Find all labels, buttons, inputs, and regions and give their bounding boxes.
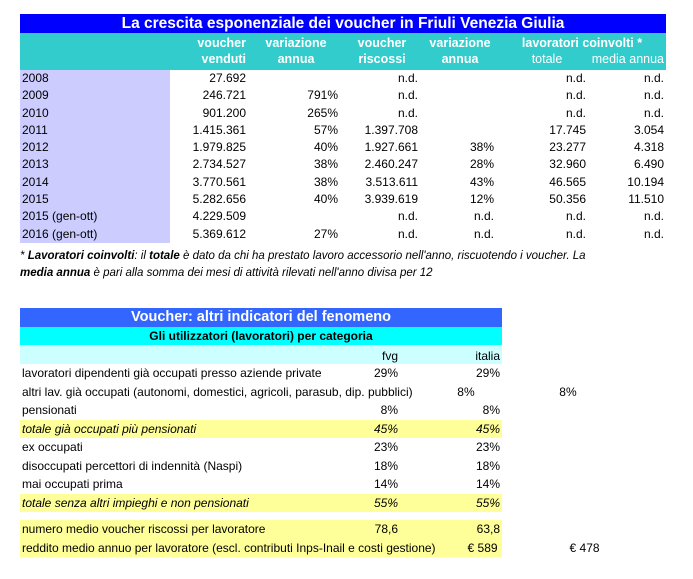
year-cell: 2008 (20, 70, 170, 87)
row-label: totale senza altri impieghi e non pensionati (22, 495, 249, 510)
cell-media: 10.194 (627, 174, 664, 189)
table-row (20, 122, 666, 139)
cell-totale: n.d. (565, 71, 586, 85)
cell-venduti: 2.734.527 (192, 157, 246, 172)
year-cell: 2015 (20, 191, 170, 208)
header-variazione-2 (422, 33, 498, 70)
cell-media: 4.318 (633, 140, 664, 155)
row-label: numero medio voucher riscossi per lavoratore (22, 522, 266, 536)
cell-var2 (422, 105, 498, 122)
header-line: annua (277, 52, 315, 66)
header-line: riscossi (358, 52, 406, 66)
cell-riscossi: n.d. (397, 88, 418, 103)
row-label: reddito medio annuo per lavoratore (escl. contributi Inps-Inail e costi gestione) (22, 540, 436, 555)
cell-totale: 50.356 (549, 192, 586, 207)
table-row (20, 105, 666, 122)
year-cell: 2015 (gen-ott) (20, 208, 170, 225)
cell-totale: n.d. (565, 88, 586, 103)
cell-venduti: 1.979.825 (192, 140, 246, 155)
footnote-lavoratori: Lavoratori coinvolti (27, 250, 135, 262)
header-line: variazione (429, 36, 491, 50)
value-italia: € 478 (569, 540, 600, 555)
cell-var2: 43% (469, 174, 494, 189)
cell-var1: 38% (313, 174, 338, 189)
value-fvg: 14% (373, 477, 398, 491)
table-row (20, 191, 666, 208)
year-cell: 2016 (gen-ott) (20, 226, 170, 243)
table-row (20, 438, 502, 457)
header-lavoratori-coinvolti: lavoratori coinvolti * (521, 36, 643, 50)
column-italia: italia (475, 349, 500, 363)
cell-totale: n.d. (565, 226, 586, 241)
cell-media: n.d. (643, 105, 664, 120)
value-italia: 63,8 (476, 522, 500, 536)
year-cell: 2011 (20, 122, 170, 139)
cell-var1: 265% (307, 105, 338, 120)
table-row (20, 87, 666, 104)
value-fvg: 18% (373, 458, 398, 473)
header-media-annua: media annua (591, 52, 664, 66)
cell-var2: 28% (469, 157, 494, 172)
cell-var2: n.d. (473, 209, 494, 224)
cell-var2: 12% (469, 192, 494, 207)
year-cell: 2010 (20, 105, 170, 122)
cell-venduti: 3.770.561 (192, 174, 246, 189)
table-row (20, 401, 502, 420)
cell-var2 (422, 87, 498, 104)
cell-var2 (422, 70, 498, 87)
footnote-totale: totale (149, 250, 180, 262)
footnote-text: : il (134, 250, 150, 262)
header-line: voucher (357, 36, 407, 50)
table1-title: La crescita esponenziale dei voucher in Friuli Venezia Giulia (20, 14, 666, 33)
table-row (20, 383, 577, 402)
cell-totale: 23.277 (549, 140, 586, 155)
total-row (20, 420, 502, 439)
cell-var1: 57% (313, 122, 338, 137)
table-row (20, 539, 600, 558)
table1-body (20, 70, 666, 243)
header-totale: totale (531, 52, 563, 66)
value-italia: 55% (475, 495, 500, 510)
row-label: ex occupati (22, 440, 83, 454)
header-line: variazione (265, 36, 327, 50)
table-row (20, 208, 666, 225)
cell-media: 6.490 (633, 157, 664, 172)
cell-riscossi: n.d. (397, 71, 418, 85)
header-line: venduti (201, 52, 246, 66)
cell-totale: n.d. (565, 209, 586, 224)
header-year-blank (20, 33, 170, 70)
cell-riscossi: 1.397.708 (364, 122, 418, 137)
value-fvg: 55% (373, 495, 398, 510)
table-row (20, 70, 666, 87)
table2-extra (20, 520, 600, 557)
cell-riscossi: n.d. (397, 209, 418, 224)
year-cell: 2012 (20, 139, 170, 156)
header-voucher-venduti (170, 33, 250, 70)
year-cell: 2009 (20, 87, 170, 104)
cell-media: n.d. (643, 88, 664, 103)
cell-media: 3.054 (633, 122, 664, 137)
footnote-star: * (20, 250, 25, 262)
year-cell: 2014 (20, 174, 170, 191)
cell-venduti: 901.200 (202, 105, 246, 120)
value-italia: 8% (559, 384, 577, 399)
cell-riscossi: 3.513.611 (365, 174, 418, 189)
row-label: lavoratori dipendenti già occupati presso aziende private (22, 366, 322, 380)
table-row (20, 174, 666, 191)
value-italia: 29% (475, 366, 500, 380)
row-label: mai occupati prima (22, 477, 123, 491)
footnote-media: media annua (20, 267, 91, 279)
cell-var1: 40% (313, 192, 338, 207)
value-fvg: € 589 (467, 540, 498, 555)
cell-var1 (250, 70, 342, 87)
cell-var1: 791% (307, 88, 338, 103)
cell-var1: 38% (313, 157, 338, 172)
value-italia: 23% (475, 440, 500, 454)
cell-media: n.d. (643, 209, 664, 224)
table-row (20, 457, 502, 476)
header-line: annua (441, 52, 479, 66)
footnote (20, 248, 670, 282)
value-fvg: 29% (373, 366, 398, 380)
cell-venduti: 1.415.361 (192, 122, 246, 137)
value-italia: 8% (482, 403, 500, 417)
footnote-text: è dato da chi ha prestato lavoro accessorio nell'anno, riscuotendo i voucher. La (179, 250, 586, 262)
header-voucher-riscossi (342, 33, 422, 70)
spacer (20, 512, 502, 520)
value-fvg: 8% (380, 403, 398, 417)
table-row (20, 475, 502, 494)
table2-subtitle: Gli utilizzatori (lavoratori) per categoria (20, 327, 502, 345)
table-row (20, 156, 666, 173)
table-row (20, 139, 666, 156)
total-row (20, 494, 502, 513)
cell-venduti: 246.721 (202, 88, 246, 103)
table2-body (20, 364, 577, 512)
voucher-growth-table (20, 14, 666, 243)
row-label: pensionati (22, 403, 77, 417)
value-fvg: 23% (373, 440, 398, 454)
row-label: totale già occupati più pensionati (22, 421, 197, 436)
cell-riscossi: 2.460.247 (364, 157, 418, 172)
cell-totale: n.d. (565, 105, 586, 120)
value-fvg: 45% (373, 421, 398, 436)
cell-totale: 32.960 (549, 157, 586, 172)
cell-venduti: 27.692 (209, 71, 246, 85)
cell-media: n.d. (643, 71, 664, 85)
cell-var1: 40% (313, 140, 338, 155)
cell-venduti: 5.369.612 (192, 226, 246, 241)
cell-totale: 17.745 (549, 122, 586, 137)
cell-riscossi: 1.927.661 (364, 140, 418, 155)
table-row (20, 364, 502, 383)
cell-media: n.d. (643, 226, 664, 241)
header-variazione-1 (250, 33, 342, 70)
table-row (20, 226, 666, 243)
column-fvg: fvg (381, 349, 398, 363)
value-italia: 18% (475, 458, 500, 473)
table1-header (20, 33, 666, 70)
indicators-table (20, 308, 600, 557)
cell-var2: n.d. (473, 226, 494, 241)
value-fvg: 8% (457, 384, 475, 399)
cell-var2 (422, 122, 498, 139)
cell-venduti: 5.282.656 (192, 192, 246, 207)
cell-riscossi: n.d. (397, 105, 418, 120)
cell-totale: 46.565 (549, 174, 586, 189)
cell-venduti: 4.229.509 (192, 209, 246, 224)
footnote-text: è pari alla somma dei mesi di attività rilevati nell'anno divisa per 12 (90, 267, 433, 279)
header-line: voucher (197, 36, 246, 50)
cell-riscossi: 3.939.619 (364, 192, 418, 207)
cell-media: 11.510 (628, 192, 664, 207)
year-cell: 2013 (20, 156, 170, 173)
table2-column-headers (20, 345, 502, 364)
cell-var1 (250, 208, 342, 225)
cell-var2: 38% (469, 140, 494, 155)
row-label: disoccupati percettori di indennità (Naspi) (22, 458, 243, 473)
table2-title: Voucher: altri indicatori del fenomeno (20, 308, 502, 327)
value-italia: 14% (475, 477, 500, 491)
cell-var1: 27% (313, 226, 338, 241)
row-label: altri lav. già occupati (autonomi, domestici, agricoli, parasub, dip. pubblici) (22, 384, 413, 399)
value-italia: 45% (475, 421, 500, 436)
value-fvg: 78,6 (374, 522, 398, 536)
cell-riscossi: n.d. (397, 226, 418, 241)
table-row (20, 520, 502, 539)
